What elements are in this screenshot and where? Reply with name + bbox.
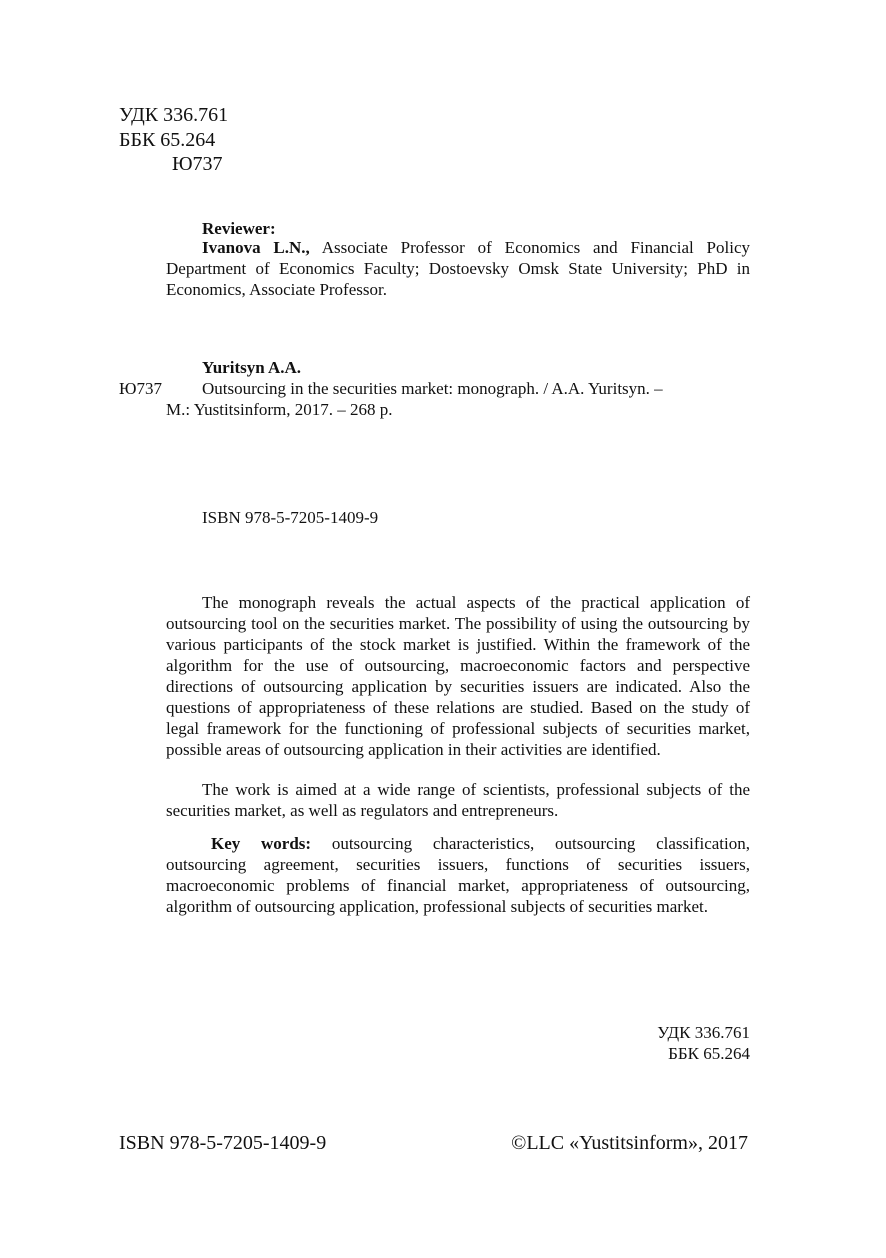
- abstract-paragraph-1: The monograph reveals the actual aspects of the practical application of outsourcing tool on the securities market. The possibility of using the outsourcing by various participants of the stock market is justified. Within the framework of the algorithm for the use of outsourcing, macroeconomic factors and perspective directions of outsourcing application by securities issuers are indicated. Also the questions of appropriateness of these relations are studied. Based on the study of legal framework for the functioning of professional subjects of securities market, possible areas of outsourcing application in their activities are identified.: [166, 593, 750, 759]
- catalog-title-line: Outsourcing in the securities market: monograph. / A.A. Yuritsyn. –: [202, 379, 663, 398]
- catalog-mark: Ю737: [119, 379, 162, 398]
- catalog-author: [202, 357, 301, 378]
- keywords-text: outsourcing characteristics, outsourcing classification, outsourcing agreement, securities issuers, functions of securities issuers, macroeconomic problems of financial market, appropriateness of outsourcing, algorithm of outsourcing application, professional subjects of securities market.: [166, 834, 751, 916]
- reviewer-name: Ivanova L.N.,: [202, 238, 310, 257]
- catalog-author-name: Yuritsyn A.A.: [202, 358, 302, 377]
- catalog-imprint-line: M.: Yustitsinform, 2017. – 268 p.: [166, 400, 393, 419]
- reviewer-heading-text: Reviewer:: [202, 219, 276, 238]
- reviewer-details: Associate Professor of Economics and Financial Policy Department of Economics Faculty; Dostoevsky Omsk State University; PhD in Economics, Associate Professor.: [166, 238, 750, 299]
- reviewer-heading: [202, 218, 276, 239]
- keywords-label: Key words:: [211, 834, 312, 853]
- isbn-entry: ISBN 978-5-7205-1409-9: [202, 508, 379, 527]
- bottom-udk-code: УДК 336.761: [657, 1023, 750, 1042]
- author-mark: Ю737: [172, 153, 223, 175]
- footer-isbn: ISBN 978-5-7205-1409-9: [119, 1132, 327, 1154]
- abstract-paragraph-2: The work is aimed at a wide range of scientists, professional subjects of the securities market, as well as regulators and entrepreneurs.: [166, 780, 750, 820]
- udk-code: УДК 336.761: [119, 104, 229, 126]
- bbk-code: ББК 65.264: [119, 129, 216, 151]
- reviewer-block: [166, 237, 750, 300]
- bottom-bbk-code: ББК 65.264: [668, 1044, 750, 1063]
- keywords-block: [166, 833, 750, 917]
- footer-copyright: ©LLC «Yustitsinform», 2017: [511, 1132, 748, 1154]
